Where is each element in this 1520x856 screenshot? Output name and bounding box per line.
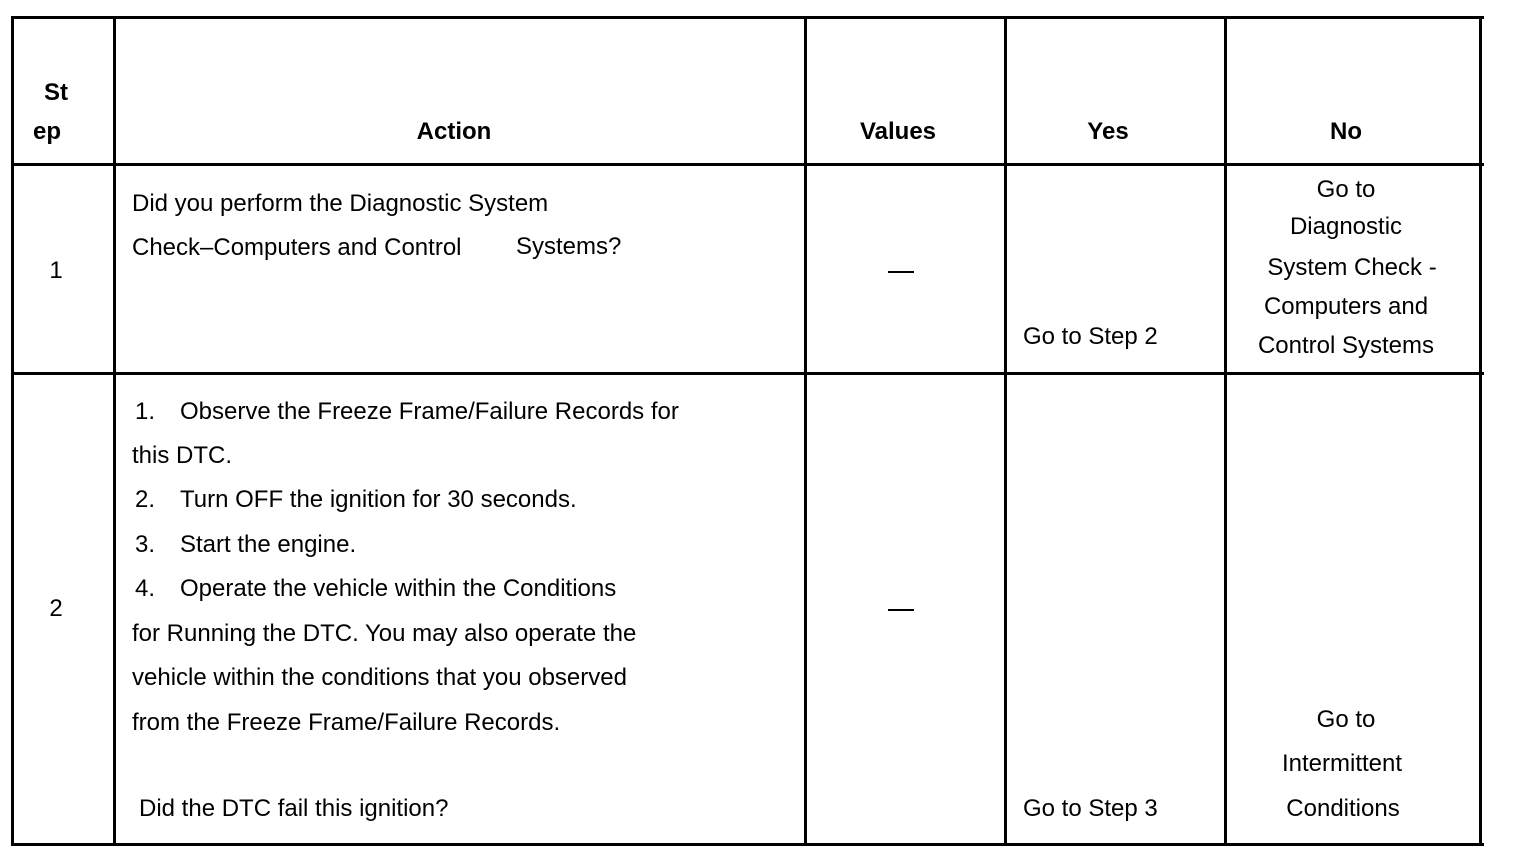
action-text-line: this DTC. (132, 442, 233, 469)
column-divider-yes (1224, 16, 1227, 846)
values-dash (888, 609, 914, 611)
no-link-line[interactable]: Conditions (1286, 795, 1400, 822)
header-action: Action (416, 118, 492, 145)
action-text-line: Check–Computers and Control (132, 234, 462, 261)
list-item-text: Observe the Freeze Frame/Failure Records for (180, 398, 679, 425)
table-border-top (11, 16, 1484, 19)
action-text-line: Systems? (516, 233, 622, 260)
list-item-number: 4. (135, 575, 156, 602)
column-divider-action (804, 16, 807, 846)
no-link-line[interactable]: Intermittent (1281, 750, 1403, 777)
action-question: Did the DTC fail this ignition? (139, 795, 449, 822)
list-item-text: Turn OFF the ignition for 30 seconds. (180, 486, 577, 513)
diagnostic-table (11, 16, 1484, 846)
header-step-line2: ep (32, 118, 62, 145)
action-text-line: from the Freeze Frame/Failure Records. (132, 709, 561, 736)
yes-link[interactable]: Go to Step 3 (1023, 795, 1158, 822)
list-item-number: 2. (135, 486, 156, 513)
row-divider (11, 372, 1484, 375)
action-text-line: Did you perform the Diagnostic System (132, 190, 549, 217)
step-number: 2 (49, 595, 63, 622)
column-divider-step (113, 16, 116, 846)
list-item-text: Start the engine. (180, 531, 357, 558)
header-values: Values (859, 118, 937, 145)
no-link-line[interactable]: System Check - (1267, 254, 1437, 281)
table-border-left (11, 16, 14, 846)
column-divider-values (1004, 16, 1007, 846)
no-link-line[interactable]: Computers and (1263, 293, 1429, 320)
action-text-line: for Running the DTC. You may also operate the (132, 620, 637, 647)
action-text-line: vehicle within the conditions that you observed (132, 664, 627, 691)
header-step-line1: St (44, 79, 68, 106)
no-link-line[interactable]: Control Systems (1257, 332, 1435, 359)
no-link-line[interactable]: Diagnostic (1289, 213, 1403, 240)
no-link-line[interactable]: Go to (1316, 176, 1376, 203)
header-no: No (1330, 118, 1362, 145)
list-item-text: Operate the vehicle within the Conditions (180, 575, 617, 602)
values-dash (888, 271, 914, 273)
list-item-number: 1. (135, 398, 156, 425)
header-yes: Yes (1087, 118, 1129, 145)
table-border-right (1479, 16, 1482, 846)
yes-link[interactable]: Go to Step 2 (1023, 323, 1158, 350)
table-border-bottom (11, 843, 1484, 846)
list-item-number: 3. (135, 531, 156, 558)
step-number: 1 (49, 257, 63, 284)
header-divider (11, 163, 1484, 166)
no-link-line[interactable]: Go to (1316, 706, 1376, 733)
